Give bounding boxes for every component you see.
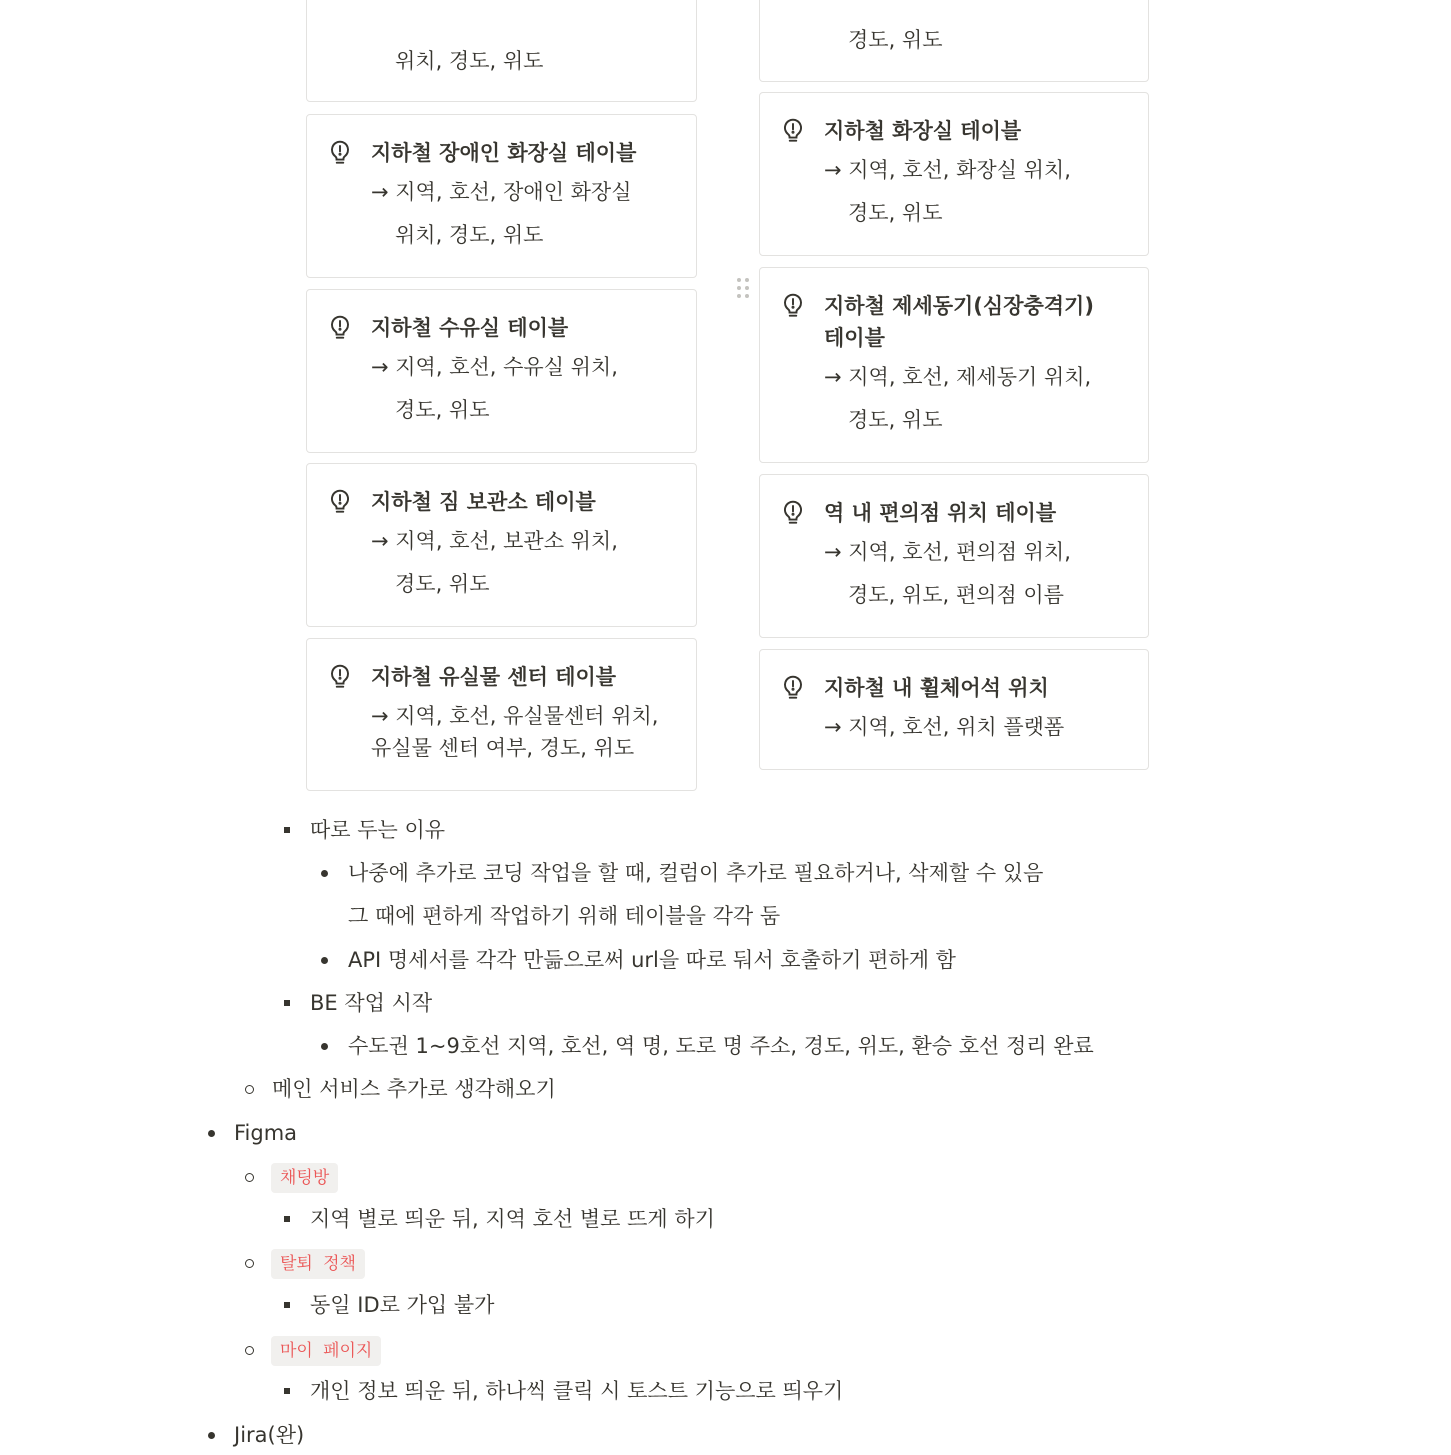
list-item-marker	[284, 1388, 290, 1394]
lightbulb-icon	[780, 674, 806, 702]
list-item-marker	[208, 1130, 215, 1137]
list-item-reason-2[interactable]: API 명세서를 각각 만듦으로써 url을 따로 둬서 호출하기 편하게 함	[348, 948, 956, 972]
list-item-withdraw-detail[interactable]: 동일 ID로 가입 불가	[310, 1293, 495, 1317]
callout-line: → 지역, 호선, 제세동기 위치,	[824, 365, 1092, 389]
list-item-main-service[interactable]: 메인 서비스 추가로 생각해오기	[272, 1077, 556, 1101]
callout-card-top-left[interactable]	[306, 0, 697, 102]
list-item-marker	[245, 1085, 254, 1094]
list-item-marker	[321, 870, 328, 877]
callout-title: 역 내 편의점 위치 테이블	[824, 501, 1057, 525]
lightbulb-icon	[327, 488, 353, 516]
list-item-marker	[284, 1216, 290, 1222]
callout-line: 경도, 위도	[848, 201, 943, 225]
list-item-marker	[208, 1432, 215, 1439]
list-item-marker	[284, 1302, 290, 1308]
callout-line: 위치, 경도, 위도	[395, 223, 544, 247]
lightbulb-icon	[327, 314, 353, 342]
callout-card-convenience-store[interactable]	[759, 474, 1149, 638]
list-item-marker	[245, 1346, 254, 1355]
lightbulb-icon	[327, 139, 353, 167]
callout-title: 지하철 유실물 센터 테이블	[371, 665, 617, 689]
callout-title: 지하철 화장실 테이블	[824, 119, 1022, 143]
lightbulb-icon	[327, 663, 353, 691]
callout-title: 지하철 장애인 화장실 테이블	[371, 141, 637, 165]
callout-card-accessible-toilet[interactable]	[306, 114, 697, 278]
callout-line: 유실물 센터 여부, 경도, 위도	[371, 736, 635, 760]
callout-line: → 지역, 호선, 위치 플랫폼	[824, 715, 1065, 739]
callout-line: 경도, 위도	[395, 398, 490, 422]
callout-title: 지하철 짐 보관소 테이블	[371, 490, 596, 514]
lightbulb-icon	[780, 117, 806, 145]
callout-card-toilet[interactable]	[759, 92, 1149, 256]
callout-line: 위치, 경도, 위도	[395, 49, 544, 73]
callout-line: → 지역, 호선, 유실물센터 위치,	[371, 704, 659, 728]
callout-card-lost-and-found[interactable]	[306, 638, 697, 791]
list-item-reason-1-continued[interactable]: 그 때에 편하게 작업하기 위해 테이블을 각각 둠	[348, 904, 781, 928]
list-item-marker	[321, 957, 328, 964]
list-item-be-detail[interactable]: 수도권 1~9호선 지역, 호선, 역 명, 도로 명 주소, 경도, 위도, 환승 호선 정리 완료	[348, 1034, 1094, 1058]
callout-card-wheelchair-seat[interactable]	[759, 649, 1149, 770]
callout-card-defibrillator[interactable]	[759, 267, 1149, 463]
callout-line: 경도, 위도	[395, 572, 490, 596]
list-item-marker	[321, 1043, 328, 1050]
callout-line: → 지역, 호선, 편의점 위치,	[824, 540, 1071, 564]
callout-title: 지하철 수유실 테이블	[371, 316, 569, 340]
callout-line: → 지역, 호선, 수유실 위치,	[371, 355, 618, 379]
callout-line: 경도, 위도	[848, 28, 943, 52]
list-item-jira[interactable]: Jira(완)	[234, 1423, 305, 1447]
list-item-marker	[284, 827, 290, 833]
list-item-be-start[interactable]: BE 작업 시작	[310, 991, 433, 1015]
list-item-separate-reason[interactable]: 따로 두는 이유	[310, 818, 446, 842]
list-item-reason-1[interactable]: 나중에 추가로 코딩 작업을 할 때, 컬럼이 추가로 필요하거나, 삭제할 수 있음	[348, 861, 1044, 885]
callout-line: → 지역, 호선, 화장실 위치,	[824, 158, 1071, 182]
callout-line: → 지역, 호선, 보관소 위치,	[371, 529, 618, 553]
list-item-mypage-detail[interactable]: 개인 정보 띄운 뒤, 하나씩 클릭 시 토스트 기능으로 띄우기	[310, 1379, 844, 1403]
callout-card-nursing-room[interactable]	[306, 289, 697, 453]
lightbulb-icon	[780, 499, 806, 527]
callout-line: → 지역, 호선, 장애인 화장실	[371, 180, 632, 204]
inline-code-my-page[interactable]: 마이 페이지	[271, 1336, 381, 1366]
inline-code-withdraw-policy[interactable]: 탈퇴 정책	[271, 1249, 365, 1279]
list-item-marker	[245, 1173, 254, 1182]
callout-card-top-right[interactable]	[759, 0, 1149, 82]
callout-line: 경도, 위도	[848, 408, 943, 432]
list-item-marker	[245, 1259, 254, 1268]
callout-line: 경도, 위도, 편의점 이름	[848, 583, 1064, 607]
list-item-chat-detail[interactable]: 지역 별로 띄운 뒤, 지역 호선 별로 뜨게 하기	[310, 1207, 715, 1231]
callout-title: 지하철 제세동기(심장충격기) 테이블	[824, 294, 1094, 350]
callout-title: 지하철 내 휠체어석 위치	[824, 676, 1049, 700]
inline-code-chat-room[interactable]: 채팅방	[271, 1163, 338, 1193]
drag-handle-icon[interactable]	[735, 276, 751, 300]
lightbulb-icon	[780, 292, 806, 320]
list-item-marker	[284, 1000, 290, 1006]
callout-card-luggage-storage[interactable]	[306, 463, 697, 627]
list-item-figma[interactable]: Figma	[234, 1121, 298, 1145]
